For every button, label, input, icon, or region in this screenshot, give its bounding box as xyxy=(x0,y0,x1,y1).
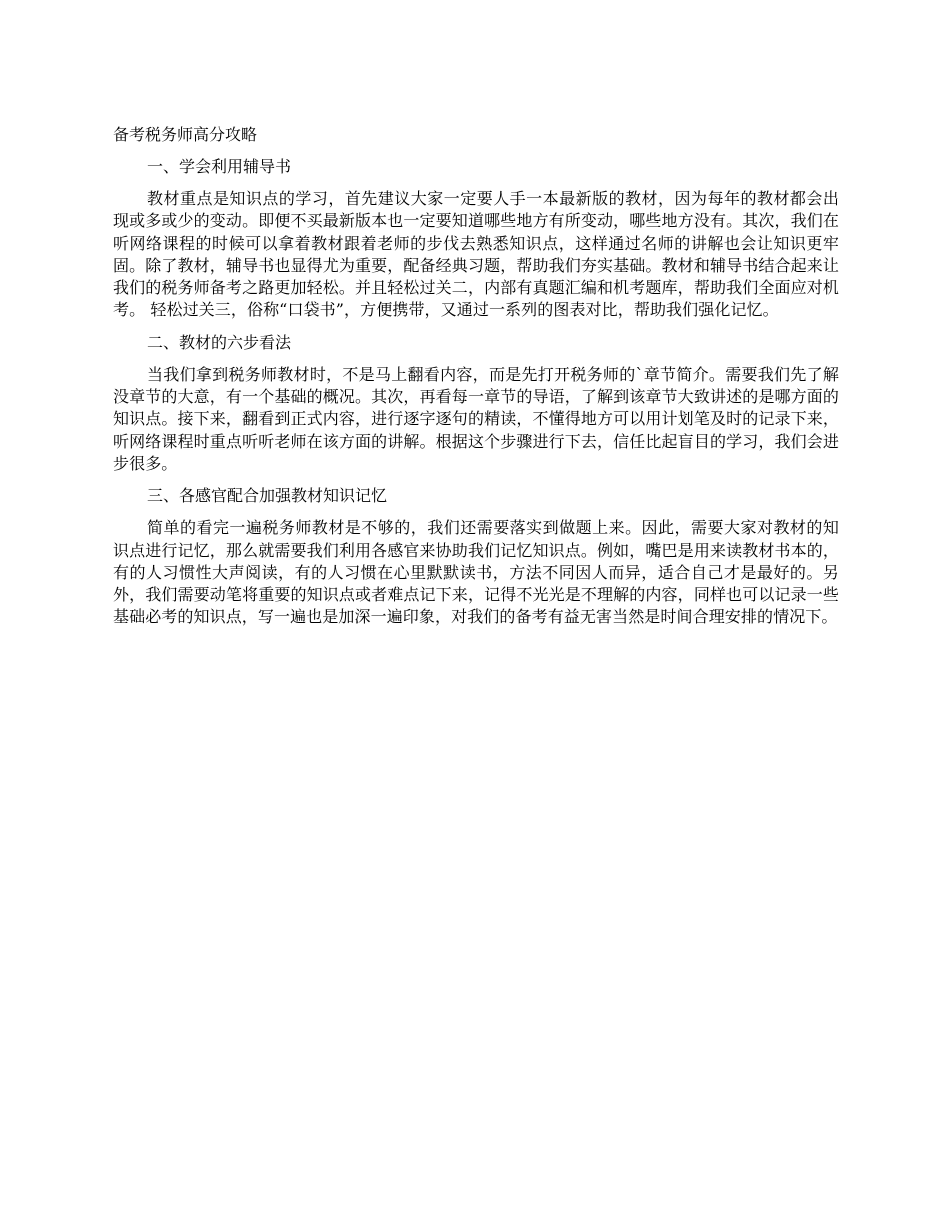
section-heading-2: 二、教材的六步看法 xyxy=(147,332,292,352)
section-body-3: 简单的看完一遍税务师教材是不够的，我们还需要落实到做题上来。因此，需要大家对教材的知识点进行记忆，那么就需要我们利用各感官来协助我们记忆知识点。例如，嘴巴是用来读教材书本的，有的人习惯性大声阅读，有的人习惯在心里默默读书，方法不同因人而异，适合自己才是最好的。另外，我们需要动笔将重要的知识点或者难点记下来，记得不光光是不理解的内容，同样也可以记录一些基础必考的知识点，写一遍也是加深一遍印象，对我们的备考有益无害当然是时间合理安排的情况下。 xyxy=(113,518,839,627)
section-body-2: 当我们拿到税务师教材时，不是马上翻看内容，而是先打开税务师的`章节简介。需要我们先了解没章节的大意，有一个基础的概况。其次，再看每一章节的导语，了解到该章节大致讲述的是哪方面的知识点。接下来，翻看到正式内容，进行逐字逐句的精读，不懂得地方可以用计划笔及时的记录下来，听网络课程时重点听听老师在该方面的讲解。根据这个步骤进行下去，信任比起盲目的学习，我们会进步很多。 xyxy=(113,364,839,473)
section-body-1: 教材重点是知识点的学习，首先建议大家一定要人手一本最新版的教材，因为每年的教材都会出现或多或少的变动。即便不买最新版本也一定要知道哪些地方有所变动，哪些地方没有。其次，我们在听网络课程的时候可以拿着教材跟着老师的步伐去熟悉知识点，这样通过名师的讲解也会让知识更牢固。除了教材，辅导书也显得尤为重要，配备经典习题，帮助我们夯实基础。教材和辅导书结合起来让我们的税务师备考之路更加轻松。并且轻松过关二，内部有真题汇编和机考题库，帮助我们全面应对机考。 轻松过关三，俗称“口袋书”，方便携带，又通过一系列的图表对比，帮助我们强化记忆。 xyxy=(113,189,839,320)
section-heading-1: 一、学会利用辅导书 xyxy=(147,157,292,176)
section-heading-3: 三、各感官配合加强教材知识记忆 xyxy=(147,486,388,506)
document-page xyxy=(113,124,839,639)
document-title: 备考税务师高分攻略 xyxy=(113,125,258,144)
